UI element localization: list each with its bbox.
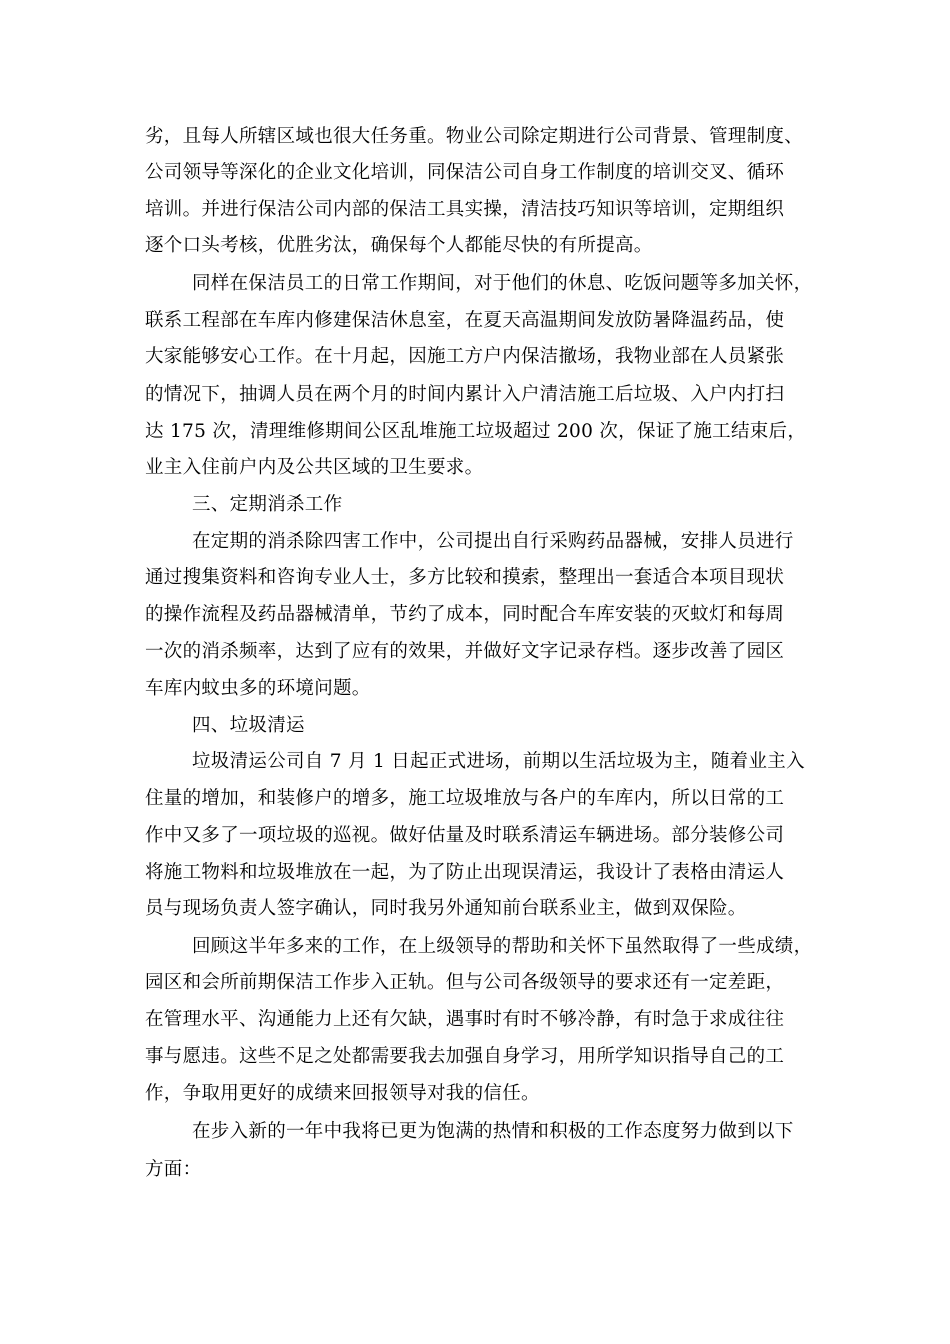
text-line: 一次的消杀频率，达到了应有的效果，并做好文字记录存档。逐步改善了园区 <box>145 641 785 662</box>
text-line: 的情况下，抽调人员在两个月的时间内累计入户清洁施工后垃圾、入户内打扫 <box>145 384 785 405</box>
text-line: 通过搜集资料和咨询专业人士，多方比较和摸索，整理出一套适合本项目现状 <box>145 567 785 588</box>
text-line: 园区和会所前期保洁工作步入正轨。但与公司各级领导的要求还有一定差距， <box>145 972 785 993</box>
text-line: 车库内蚊虫多的环境问题。 <box>145 678 371 699</box>
text-line: 垃圾清运公司自 7 月 1 日起正式进场，前期以生活垃圾为主，随着业主入 <box>192 751 805 772</box>
text-line: 联系工程部在车库内修建保洁休息室，在夏天高温期间发放防暑降温药品，使 <box>145 310 785 331</box>
text-line: 在步入新的一年中我将已更为饱满的热情和积极的工作态度努力做到以下 <box>192 1121 794 1142</box>
text-line: 培训。并进行保洁公司内部的保洁工具实操，清洁技巧知识等培训，定期组织 <box>145 199 785 220</box>
text-line: 在定期的消杀除四害工作中，公司提出自行采购药品器械，安排人员进行 <box>192 531 794 552</box>
text-line: 劣，且每人所辖区域也很大任务重。物业公司除定期进行公司背景、管理制度、 <box>145 126 804 147</box>
text-line: 作中又多了一项垃圾的巡视。做好估量及时联系清运车辆进场。部分装修公司 <box>145 825 785 846</box>
text-line: 同样在保洁员工的日常工作期间，对于他们的休息、吃饭问题等多加关怀， <box>192 273 813 294</box>
text-line: 回顾这半年多来的工作，在上级领导的帮助和关怀下虽然取得了一些成绩， <box>192 936 813 957</box>
section-heading: 四、垃圾清运 <box>192 715 305 736</box>
text-line: 作，争取用更好的成绩来回报领导对我的信任。 <box>145 1083 540 1104</box>
text-line: 逐个口头考核，优胜劣汰，确保每个人都能尽快的有所提高。 <box>145 235 653 256</box>
text-line: 业主入住前户内及公共区域的卫生要求。 <box>145 457 484 478</box>
text-line: 大家能够安心工作。在十月起，因施工方户内保洁撤场，我物业部在人员紧张 <box>145 346 785 367</box>
text-line: 公司领导等深化的企业文化培训，同保洁公司自身工作制度的培训交叉、循环 <box>145 162 785 183</box>
text-line: 事与愿违。这些不足之处都需要我去加强自身学习，用所学知识指导自己的工 <box>145 1046 785 1067</box>
text-line: 在管理水平、沟通能力上还有欠缺，遇事时有时不够冷静，有时急于求成往往 <box>145 1009 785 1030</box>
text-line: 的操作流程及药品器械清单，节约了成本，同时配合车库安装的灭蚊灯和每周 <box>145 604 785 625</box>
text-line: 方面： <box>145 1159 202 1180</box>
text-line: 员与现场负责人签字确认，同时我另外通知前台联系业主，做到双保险。 <box>145 898 747 919</box>
text-line: 住量的增加，和装修户的增多，施工垃圾堆放与各户的车库内，所以日常的工 <box>145 788 785 809</box>
text-line: 达 175 次，清理维修期间公区乱堆施工垃圾超过 200 次，保证了施工结束后， <box>145 421 807 442</box>
section-heading: 三、定期消杀工作 <box>192 494 343 515</box>
text-line: 将施工物料和垃圾堆放在一起，为了防止出现误清运，我设计了表格由清运人 <box>145 862 785 883</box>
